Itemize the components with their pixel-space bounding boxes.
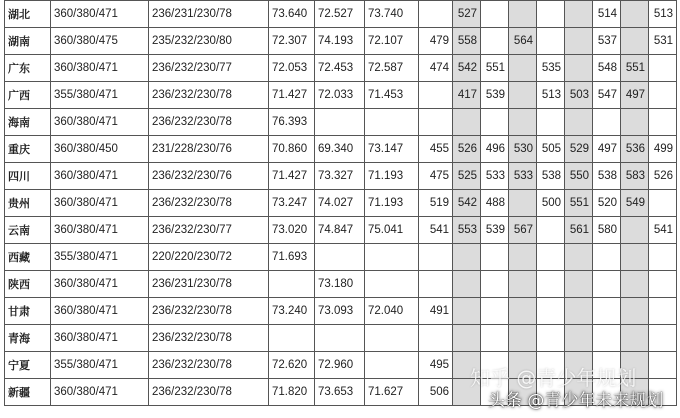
province-cell: 海南 bbox=[5, 109, 51, 136]
score-cell bbox=[649, 352, 677, 379]
province-cell: 广东 bbox=[5, 55, 51, 82]
score-line-cell: 360/380/471 bbox=[51, 217, 149, 244]
score-line-cell: 360/380/471 bbox=[51, 325, 149, 352]
score-cell bbox=[453, 379, 481, 406]
score-cell bbox=[481, 271, 509, 298]
value-cell: 474 bbox=[419, 55, 453, 82]
value-cell bbox=[315, 109, 365, 136]
value-cell: 73.180 bbox=[315, 271, 365, 298]
score-cell bbox=[453, 325, 481, 352]
score-cell bbox=[593, 244, 621, 271]
value-cell: 495 bbox=[419, 352, 453, 379]
score-cell bbox=[509, 82, 537, 109]
toutiao-watermark: 头条 @青少年未来规划 bbox=[488, 391, 664, 411]
score-line-cell: 360/380/471 bbox=[51, 298, 149, 325]
subject-line-cell: 236/232/230/77 bbox=[149, 55, 269, 82]
score-cell: 529 bbox=[565, 136, 593, 163]
province-cell: 宁夏 bbox=[5, 352, 51, 379]
score-cell bbox=[537, 1, 565, 28]
province-cell: 湖南 bbox=[5, 28, 51, 55]
score-cell: 496 bbox=[481, 136, 509, 163]
subject-line-cell: 236/232/230/76 bbox=[149, 163, 269, 190]
score-cell bbox=[453, 271, 481, 298]
value-cell bbox=[365, 244, 419, 271]
score-cell bbox=[509, 244, 537, 271]
score-cell bbox=[537, 271, 565, 298]
value-cell bbox=[269, 325, 315, 352]
score-cell: 542 bbox=[453, 55, 481, 82]
score-line-cell: 355/380/471 bbox=[51, 82, 149, 109]
table-row bbox=[5, 217, 677, 244]
subject-line-cell: 220/220/230/72 bbox=[149, 244, 269, 271]
value-cell bbox=[419, 325, 453, 352]
score-table bbox=[4, 0, 677, 406]
score-line-cell: 360/380/471 bbox=[51, 109, 149, 136]
score-cell bbox=[509, 379, 537, 406]
value-cell: 73.740 bbox=[365, 1, 419, 28]
score-cell bbox=[481, 298, 509, 325]
table-row bbox=[5, 82, 677, 109]
score-cell: 499 bbox=[649, 136, 677, 163]
province-cell: 陕西 bbox=[5, 271, 51, 298]
score-cell: 535 bbox=[537, 55, 565, 82]
value-cell: 69.340 bbox=[315, 136, 365, 163]
score-cell: 526 bbox=[453, 136, 481, 163]
value-cell bbox=[365, 109, 419, 136]
score-line-cell: 360/380/471 bbox=[51, 271, 149, 298]
province-cell: 贵州 bbox=[5, 190, 51, 217]
score-cell bbox=[453, 109, 481, 136]
table-row bbox=[5, 325, 677, 352]
score-cell: 530 bbox=[509, 136, 537, 163]
score-cell: 549 bbox=[621, 190, 649, 217]
score-line-cell: 360/380/450 bbox=[51, 136, 149, 163]
score-cell: 561 bbox=[565, 217, 593, 244]
value-cell: 73.327 bbox=[315, 163, 365, 190]
table-container bbox=[4, 0, 673, 406]
score-cell bbox=[565, 244, 593, 271]
score-cell bbox=[621, 217, 649, 244]
score-cell: 533 bbox=[509, 163, 537, 190]
province-cell: 西藏 bbox=[5, 244, 51, 271]
score-cell bbox=[509, 325, 537, 352]
value-cell: 72.960 bbox=[315, 352, 365, 379]
value-cell: 71.627 bbox=[365, 379, 419, 406]
value-cell bbox=[419, 82, 453, 109]
score-cell: 553 bbox=[453, 217, 481, 244]
value-cell: 73.240 bbox=[269, 298, 315, 325]
score-cell: 513 bbox=[537, 82, 565, 109]
score-cell: 497 bbox=[621, 82, 649, 109]
score-cell bbox=[509, 190, 537, 217]
score-cell: 580 bbox=[593, 217, 621, 244]
score-cell bbox=[537, 352, 565, 379]
score-cell bbox=[481, 352, 509, 379]
score-cell: 520 bbox=[593, 190, 621, 217]
value-cell: 475 bbox=[419, 163, 453, 190]
score-cell: 513 bbox=[649, 1, 677, 28]
score-cell: 538 bbox=[537, 163, 565, 190]
score-cell bbox=[565, 325, 593, 352]
score-cell: 548 bbox=[593, 55, 621, 82]
province-cell: 云南 bbox=[5, 217, 51, 244]
score-cell: 547 bbox=[593, 82, 621, 109]
score-cell: 538 bbox=[593, 163, 621, 190]
value-cell: 75.041 bbox=[365, 217, 419, 244]
score-cell bbox=[565, 55, 593, 82]
score-cell bbox=[621, 28, 649, 55]
score-cell: 503 bbox=[565, 82, 593, 109]
score-cell bbox=[621, 1, 649, 28]
table-row bbox=[5, 352, 677, 379]
score-cell: 550 bbox=[565, 163, 593, 190]
province-cell: 四川 bbox=[5, 163, 51, 190]
subject-line-cell: 236/232/230/77 bbox=[149, 217, 269, 244]
value-cell bbox=[315, 325, 365, 352]
subject-line-cell: 236/232/230/78 bbox=[149, 325, 269, 352]
subject-line-cell: 235/232/230/80 bbox=[149, 28, 269, 55]
score-cell bbox=[565, 109, 593, 136]
score-cell: 527 bbox=[453, 1, 481, 28]
score-cell bbox=[621, 379, 649, 406]
score-cell: 542 bbox=[453, 190, 481, 217]
score-cell bbox=[509, 271, 537, 298]
score-cell bbox=[509, 298, 537, 325]
score-cell bbox=[565, 1, 593, 28]
score-cell: 500 bbox=[537, 190, 565, 217]
table-body bbox=[5, 1, 677, 406]
subject-line-cell: 236/232/230/78 bbox=[149, 379, 269, 406]
value-cell: 71.427 bbox=[269, 82, 315, 109]
value-cell: 76.393 bbox=[269, 109, 315, 136]
score-cell: 505 bbox=[537, 136, 565, 163]
score-cell: 583 bbox=[621, 163, 649, 190]
score-line-cell: 360/380/471 bbox=[51, 55, 149, 82]
province-cell: 青海 bbox=[5, 325, 51, 352]
score-cell: 536 bbox=[621, 136, 649, 163]
score-cell bbox=[565, 379, 593, 406]
score-cell bbox=[621, 271, 649, 298]
score-cell bbox=[453, 244, 481, 271]
value-cell: 72.587 bbox=[365, 55, 419, 82]
score-cell bbox=[649, 325, 677, 352]
table-row bbox=[5, 28, 677, 55]
value-cell bbox=[365, 352, 419, 379]
province-cell: 新疆 bbox=[5, 379, 51, 406]
score-line-cell: 360/380/471 bbox=[51, 379, 149, 406]
score-cell bbox=[649, 379, 677, 406]
score-line-cell: 355/380/471 bbox=[51, 244, 149, 271]
score-cell bbox=[621, 352, 649, 379]
subject-line-cell: 236/231/230/78 bbox=[149, 1, 269, 28]
value-cell: 72.033 bbox=[315, 82, 365, 109]
value-cell bbox=[269, 271, 315, 298]
score-cell bbox=[649, 190, 677, 217]
value-cell bbox=[365, 271, 419, 298]
value-cell: 72.040 bbox=[365, 298, 419, 325]
score-cell: 526 bbox=[649, 163, 677, 190]
value-cell: 73.020 bbox=[269, 217, 315, 244]
value-cell: 74.027 bbox=[315, 190, 365, 217]
score-cell bbox=[621, 244, 649, 271]
score-line-cell: 360/380/475 bbox=[51, 28, 149, 55]
score-cell: 514 bbox=[593, 1, 621, 28]
province-cell: 广西 bbox=[5, 82, 51, 109]
value-cell bbox=[419, 271, 453, 298]
table-row bbox=[5, 55, 677, 82]
score-cell bbox=[593, 271, 621, 298]
value-cell: 71.427 bbox=[269, 163, 315, 190]
score-cell bbox=[593, 109, 621, 136]
value-cell: 71.193 bbox=[365, 190, 419, 217]
value-cell: 73.640 bbox=[269, 1, 315, 28]
subject-line-cell: 236/232/230/78 bbox=[149, 298, 269, 325]
value-cell: 73.147 bbox=[365, 136, 419, 163]
score-cell bbox=[537, 379, 565, 406]
value-cell: 74.193 bbox=[315, 28, 365, 55]
score-cell bbox=[649, 244, 677, 271]
score-cell: 551 bbox=[565, 190, 593, 217]
score-cell bbox=[649, 109, 677, 136]
table-row bbox=[5, 298, 677, 325]
subject-line-cell: 231/228/230/76 bbox=[149, 136, 269, 163]
value-cell: 72.527 bbox=[315, 1, 365, 28]
score-cell bbox=[565, 352, 593, 379]
value-cell: 73.247 bbox=[269, 190, 315, 217]
value-cell: 70.860 bbox=[269, 136, 315, 163]
subject-line-cell: 236/232/230/78 bbox=[149, 82, 269, 109]
score-cell bbox=[453, 298, 481, 325]
score-cell bbox=[537, 244, 565, 271]
score-cell bbox=[621, 325, 649, 352]
value-cell: 479 bbox=[419, 28, 453, 55]
value-cell: 72.453 bbox=[315, 55, 365, 82]
score-line-cell: 360/380/471 bbox=[51, 1, 149, 28]
table-row bbox=[5, 190, 677, 217]
value-cell bbox=[315, 244, 365, 271]
value-cell bbox=[365, 325, 419, 352]
score-cell bbox=[621, 298, 649, 325]
value-cell: 72.307 bbox=[269, 28, 315, 55]
score-cell: 551 bbox=[621, 55, 649, 82]
table-row bbox=[5, 109, 677, 136]
value-cell: 491 bbox=[419, 298, 453, 325]
score-cell: 537 bbox=[593, 28, 621, 55]
subject-line-cell: 236/232/230/78 bbox=[149, 352, 269, 379]
zhihu-watermark: 知乎 @青少年规划 bbox=[470, 366, 637, 390]
score-cell bbox=[537, 109, 565, 136]
score-cell: 525 bbox=[453, 163, 481, 190]
value-cell bbox=[419, 244, 453, 271]
value-cell: 455 bbox=[419, 136, 453, 163]
score-cell bbox=[537, 325, 565, 352]
score-cell bbox=[593, 352, 621, 379]
score-cell: 488 bbox=[481, 190, 509, 217]
score-cell bbox=[481, 379, 509, 406]
value-cell bbox=[419, 109, 453, 136]
score-cell bbox=[509, 1, 537, 28]
score-cell: 417 bbox=[453, 82, 481, 109]
table-row bbox=[5, 163, 677, 190]
score-cell bbox=[565, 28, 593, 55]
score-cell bbox=[649, 82, 677, 109]
table-row bbox=[5, 379, 677, 406]
table-row bbox=[5, 271, 677, 298]
table-row bbox=[5, 244, 677, 271]
value-cell: 519 bbox=[419, 190, 453, 217]
value-cell: 506 bbox=[419, 379, 453, 406]
value-cell: 71.693 bbox=[269, 244, 315, 271]
score-cell bbox=[537, 217, 565, 244]
score-cell bbox=[621, 109, 649, 136]
score-line-cell: 360/380/471 bbox=[51, 190, 149, 217]
score-cell bbox=[481, 109, 509, 136]
score-cell bbox=[593, 379, 621, 406]
score-cell bbox=[453, 352, 481, 379]
value-cell: 72.053 bbox=[269, 55, 315, 82]
value-cell: 72.107 bbox=[365, 28, 419, 55]
score-cell bbox=[593, 298, 621, 325]
score-cell: 567 bbox=[509, 217, 537, 244]
subject-line-cell: 236/231/230/78 bbox=[149, 271, 269, 298]
table-row bbox=[5, 1, 677, 28]
score-cell bbox=[509, 55, 537, 82]
score-cell bbox=[565, 298, 593, 325]
score-cell: 533 bbox=[481, 163, 509, 190]
score-cell bbox=[593, 325, 621, 352]
score-cell bbox=[649, 271, 677, 298]
score-cell bbox=[481, 28, 509, 55]
value-cell: 71.193 bbox=[365, 163, 419, 190]
province-cell: 重庆 bbox=[5, 136, 51, 163]
score-cell: 558 bbox=[453, 28, 481, 55]
score-cell bbox=[649, 55, 677, 82]
value-cell: 72.620 bbox=[269, 352, 315, 379]
score-cell bbox=[481, 244, 509, 271]
value-cell bbox=[419, 1, 453, 28]
value-cell: 73.093 bbox=[315, 298, 365, 325]
score-cell: 539 bbox=[481, 82, 509, 109]
score-cell bbox=[649, 298, 677, 325]
province-cell: 甘肃 bbox=[5, 298, 51, 325]
table-row bbox=[5, 136, 677, 163]
value-cell: 74.847 bbox=[315, 217, 365, 244]
score-line-cell: 355/380/471 bbox=[51, 352, 149, 379]
score-cell bbox=[481, 325, 509, 352]
score-cell bbox=[565, 271, 593, 298]
value-cell: 71.453 bbox=[365, 82, 419, 109]
value-cell: 73.653 bbox=[315, 379, 365, 406]
subject-line-cell: 236/232/230/78 bbox=[149, 190, 269, 217]
subject-line-cell: 236/232/230/78 bbox=[149, 109, 269, 136]
score-cell: 539 bbox=[481, 217, 509, 244]
score-cell: 551 bbox=[481, 55, 509, 82]
value-cell: 541 bbox=[419, 217, 453, 244]
score-cell: 541 bbox=[649, 217, 677, 244]
score-cell: 531 bbox=[649, 28, 677, 55]
score-cell bbox=[537, 298, 565, 325]
score-cell bbox=[509, 109, 537, 136]
score-cell bbox=[537, 28, 565, 55]
score-cell bbox=[509, 352, 537, 379]
score-cell bbox=[481, 1, 509, 28]
score-line-cell: 360/380/471 bbox=[51, 163, 149, 190]
score-cell: 564 bbox=[509, 28, 537, 55]
value-cell: 71.820 bbox=[269, 379, 315, 406]
province-cell: 湖北 bbox=[5, 1, 51, 28]
score-cell: 497 bbox=[593, 136, 621, 163]
